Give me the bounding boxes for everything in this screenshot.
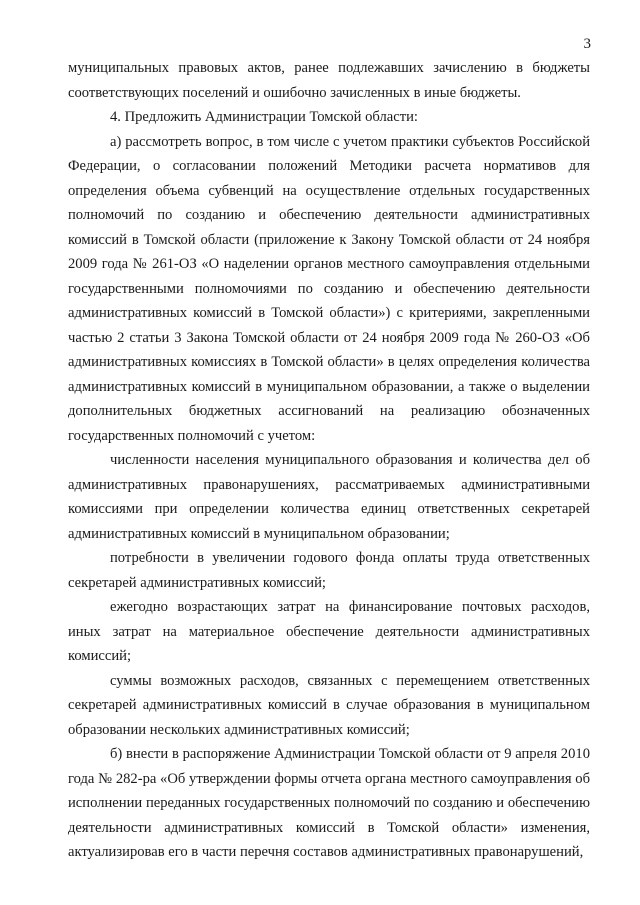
- paragraph-criterion-population: численности населения муниципального образования и количества дел об административных правонарушениях, рассматриваемых административными комиссиями при определении количества единиц ответственных секретарей административных комиссий в муниципальном образовании;: [68, 452, 590, 542]
- paragraph-criterion-postal: ежегодно возрастающих затрат на финансирование почтовых расходов, иных затрат на материальное обеспечение деятельности административных комиссий;: [68, 599, 590, 664]
- paragraph-continuation: муниципальных правовых актов, ранее подлежавших зачислению в бюджеты соответствующих поселений и ошибочно зачисленных в иные бюджеты.: [68, 60, 590, 101]
- paragraph-criterion-relocation: суммы возможных расходов, связанных с перемещением ответственных секретарей административных комиссий в случае образования в муниципальном образовании нескольких административных комиссий;: [68, 672, 590, 738]
- document-body: [68, 56, 590, 865]
- paragraph-item-4b: б) внести в распоряжение Администрации Томской области от 9 апреля 2010 года № 282-ра «Об утверждении формы отчета органа местного самоуправления об исполнении переданных государственных полномочий по созданию и обеспечению деятельности административных комиссий в Томской области» изменения, актуализировав его в части перечня составов административных правонарушений,: [68, 746, 590, 860]
- paragraph-item-4a: а) рассмотреть вопрос, в том числе с учетом практики субъектов Российской Федерации, о согласовании положений Методики расчета нормативов для определения объема субвенций на осуществление отдельных государственных полномочий по созданию и обеспечению деятельности административных комиссий в Томской области (приложение к Закону Томской области от 24 ноября 2009 года № 261-ОЗ «О наделении органов местного самоуправления отдельными государственными полномочиями по созданию и обеспечению деятельности административных комиссий в Томской области») с критериями, закрепленными частью 2 статьи 3 Закона Томской области от 24 ноября 2009 года № 260-ОЗ «Об административных комиссиях в Томской области» в целях определения количества административных комиссий в муниципальном образовании, а также о выделении дополнительных бюджетных ассигнований на реализацию обозначенных государственных полномочий с учетом:: [68, 133, 590, 444]
- page-number: 3: [583, 36, 591, 52]
- paragraph-criterion-payroll: потребности в увеличении годового фонда оплаты труда ответственных секретарей административных комиссий;: [68, 550, 590, 591]
- paragraph-item-4: 4. Предложить Администрации Томской области:: [110, 109, 418, 125]
